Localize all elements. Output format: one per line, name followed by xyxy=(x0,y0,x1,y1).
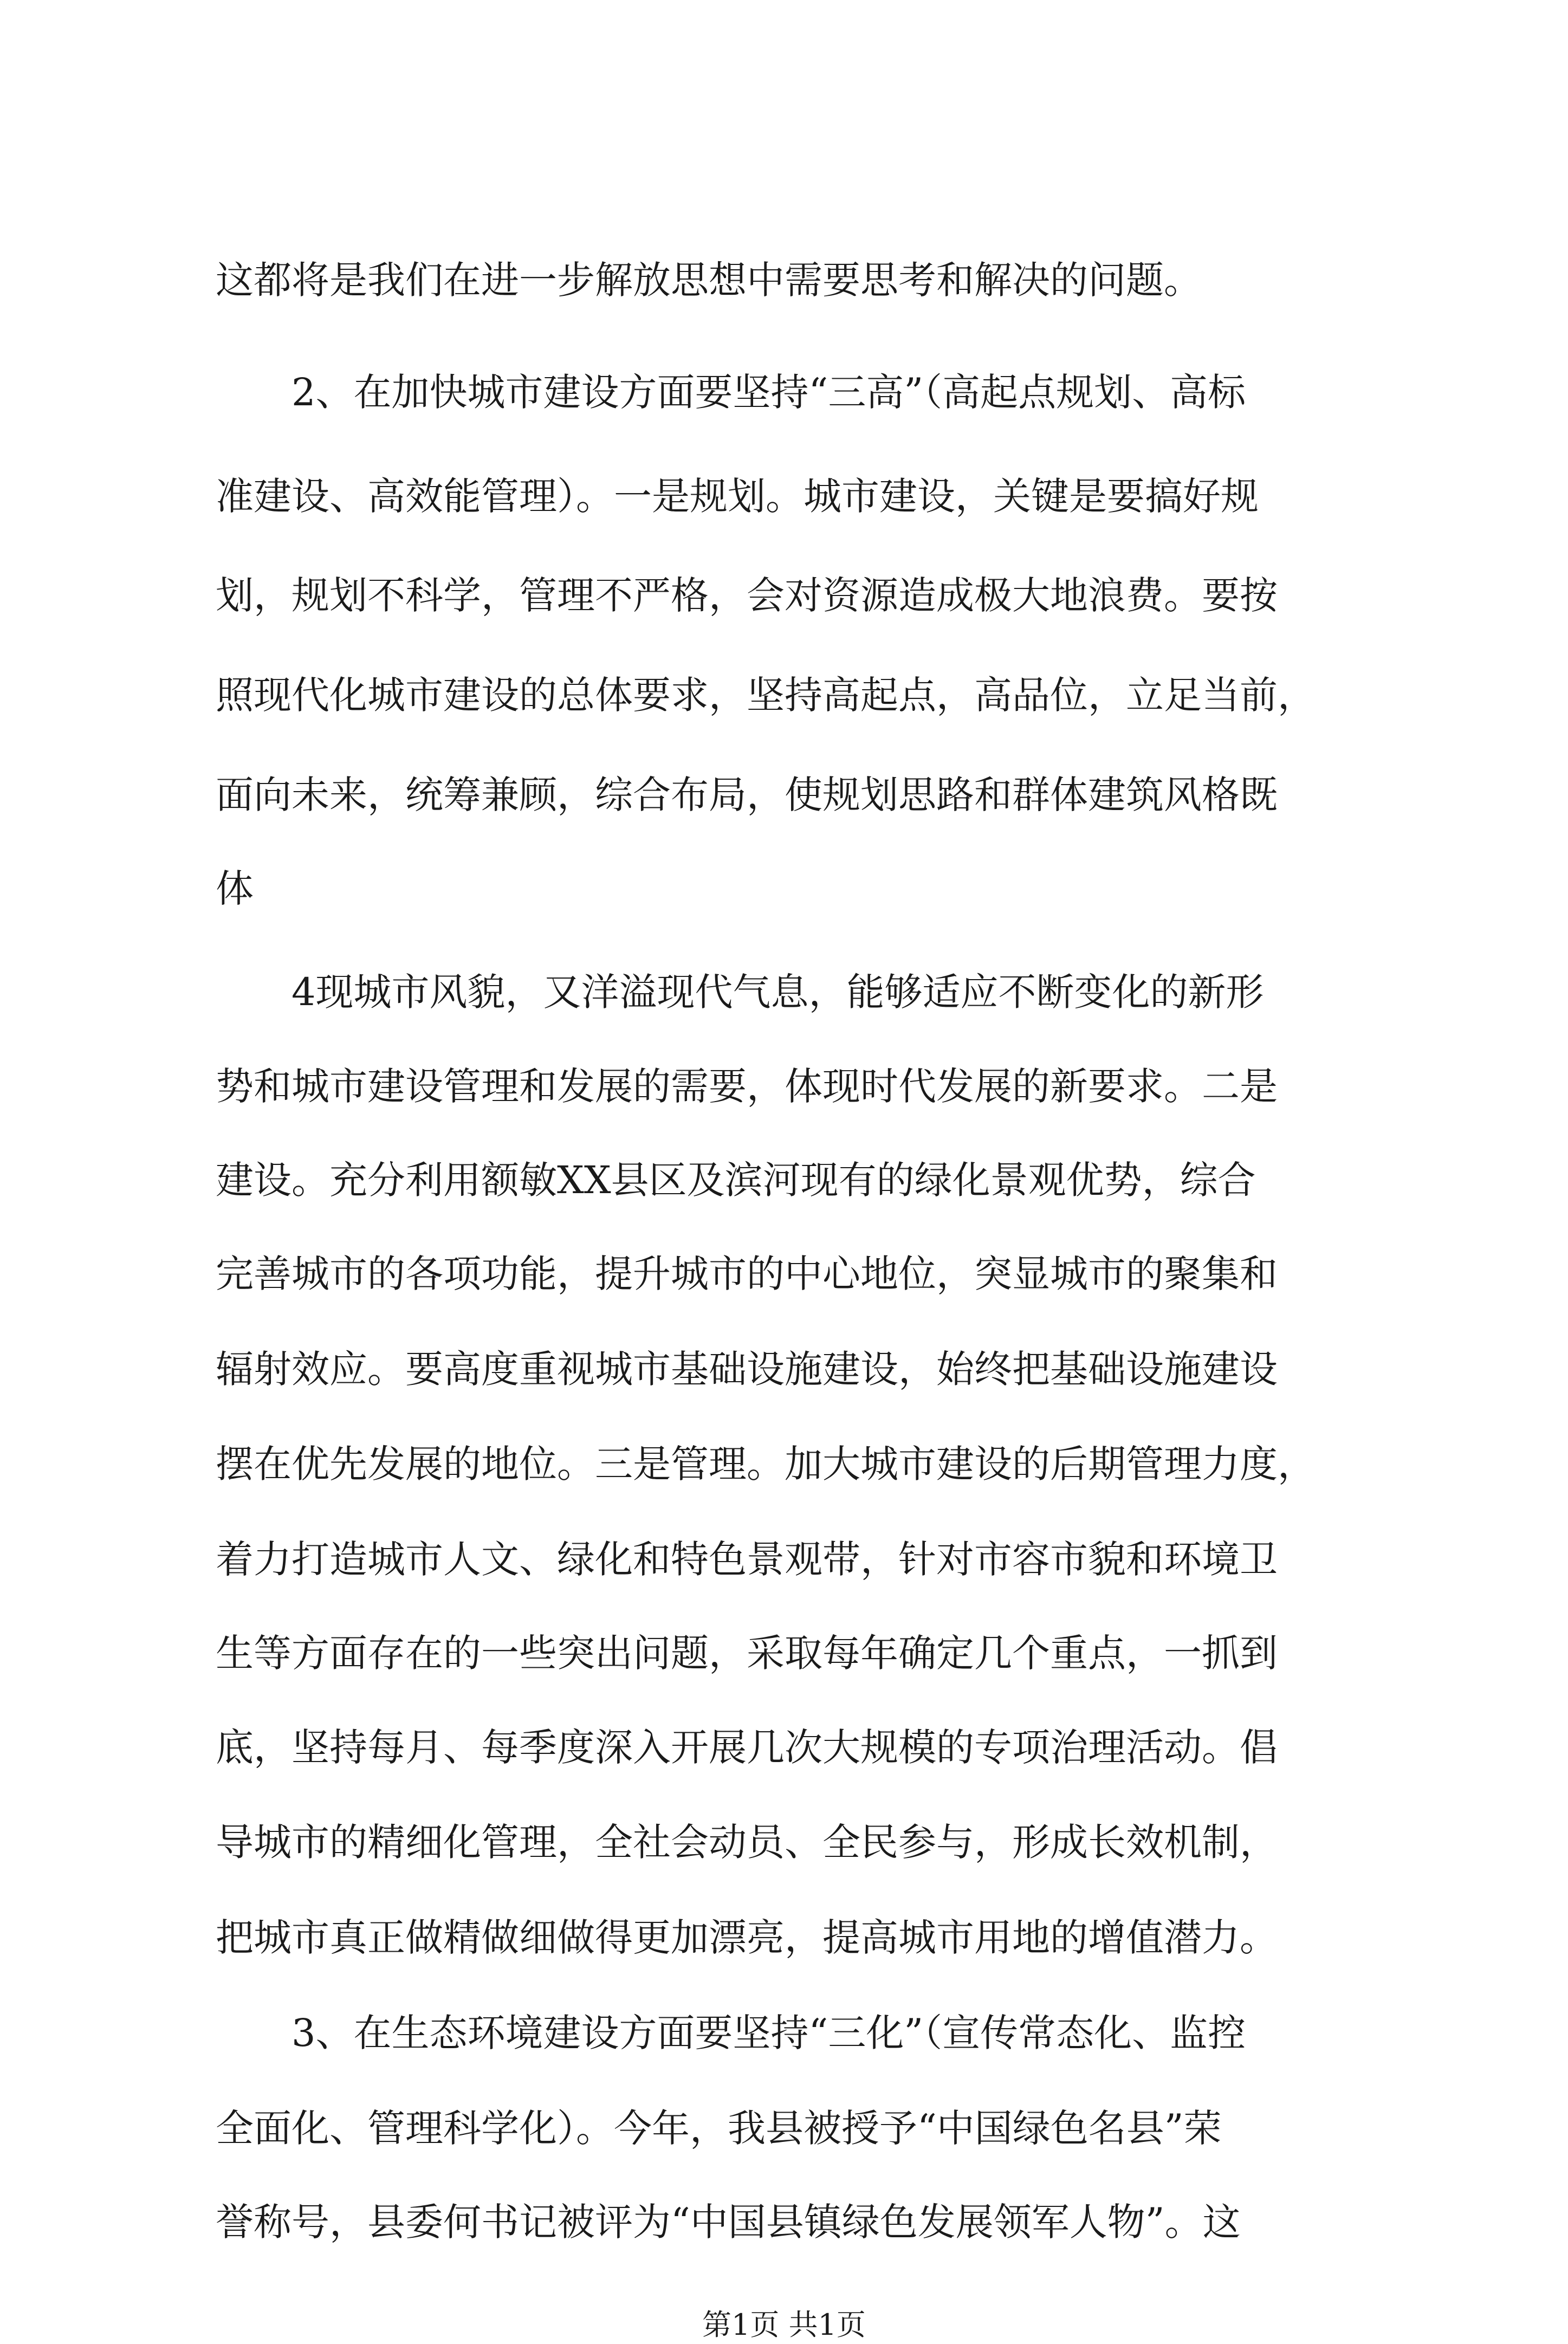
body-line: 这都将是我们在进一步解放思想中需要思考和解决的问题。 xyxy=(216,258,1202,302)
body-line: 划，规划不科学，管理不严格，会对资源造成极大地浪费。要按 xyxy=(216,573,1278,618)
body-line: 体 xyxy=(216,866,254,911)
body-line: 准建设、高效能管理）。一是规划。城市建设，关键是要搞好规 xyxy=(216,474,1259,519)
body-line: 势和城市建设管理和发展的需要，体现时代发展的新要求。二是 xyxy=(216,1064,1278,1109)
body-line: 导城市的精细化管理，全社会动员、全民参与，形成长效机制， xyxy=(216,1820,1278,1864)
paragraph-first-line: 3、在生态环境建设方面要坚持“三化”（宣传常态化、监控 xyxy=(291,2011,1246,2055)
body-line: 摆在优先发展的地位。三是管理。加大城市建设的后期管理力度， xyxy=(216,1442,1316,1486)
paragraph-first-line: 2、在加快城市建设方面要坚持“三高”（高起点规划、高标 xyxy=(291,370,1246,415)
body-line: 面向未来，统筹兼顾，综合布局，使规划思路和群体建筑风格既 xyxy=(216,773,1278,817)
page-footer: 第1页 共1页 xyxy=(702,2308,866,2342)
paragraph-first-line: 4现城市风貌，又洋溢现代气息，能够适应不断变化的新形 xyxy=(291,970,1264,1014)
body-line: 把城市真正做精做细做得更加漂亮，提高城市用地的增值潜力。 xyxy=(216,1915,1278,1960)
body-line: 全面化、管理科学化）。今年，我县被授予“中国绿色名县”荣 xyxy=(216,2106,1222,2151)
body-line: 着力打造城市人文、绿化和特色景观带，针对市容市貌和环境卫 xyxy=(216,1537,1278,1582)
body-line: 建设。充分利用额敏XX县区及滨河现有的绿化景观优势，综合 xyxy=(216,1158,1256,1202)
body-line: 生等方面存在的一些突出问题，采取每年确定几个重点，一抓到 xyxy=(216,1631,1278,1675)
body-line: 照现代化城市建设的总体要求，坚持高起点，高品位，立足当前， xyxy=(216,673,1316,717)
body-line: 完善城市的各项功能，提升城市的中心地位，突显城市的聚集和 xyxy=(216,1252,1278,1296)
body-line: 誉称号，县委何书记被评为“中国县镇绿色发展领军人物”。这 xyxy=(216,2200,1241,2244)
body-line: 底，坚持每月、每季度深入开展几次大规模的专项治理活动。倡 xyxy=(216,1725,1278,1770)
body-line: 辐射效应。要高度重视城市基础设施建设，始终把基础设施建设 xyxy=(216,1347,1278,1391)
